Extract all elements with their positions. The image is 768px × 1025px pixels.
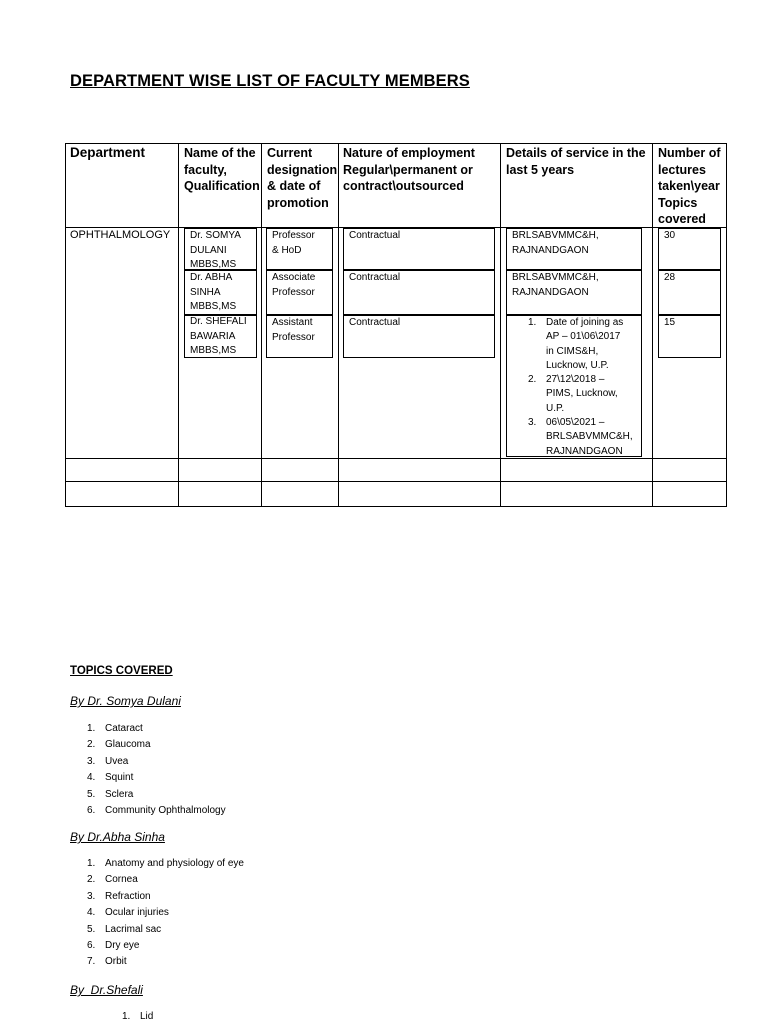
faculty-name: Dr. SOMYA DULANI MBBS,MS xyxy=(190,230,241,270)
department-name: OPHTHALMOLOGY xyxy=(70,229,171,241)
list-item: 3. Refraction xyxy=(87,890,151,902)
faculty-designation: Associate Professor xyxy=(272,272,316,298)
topics-byline: By Dr. Somya Dulani xyxy=(70,694,181,708)
faculty-designation: Assistant Professor xyxy=(272,317,315,343)
list-item: 1. Lid xyxy=(122,1011,154,1022)
header-lectures: Number of lectures taken\year Topics covered xyxy=(658,146,721,226)
header-employment: Nature of employment Regular\permanent or contract\outsourced xyxy=(343,146,475,193)
service-history-list xyxy=(528,316,638,459)
header-designation: Current designation & date of promotion xyxy=(267,146,338,210)
list-item: 4. Ocular injuries xyxy=(87,907,169,919)
service-history-item: 1. Date of joining as AP – 01\06\2017 in CIMS&H, Lucknow, U.P. xyxy=(528,317,624,371)
list-item: 3. Uvea xyxy=(87,755,129,767)
faculty-lectures: 28 xyxy=(664,272,676,283)
list-item: 6. Dry eye xyxy=(87,940,140,952)
topics-list xyxy=(87,856,244,971)
list-item: 5. Lacrimal sac xyxy=(87,923,162,935)
list-item: 2. Cornea xyxy=(87,874,138,886)
faculty-designation: Professor & HoD xyxy=(272,230,315,256)
faculty-name: Dr. SHEFALI BAWARIA MBBS,MS xyxy=(190,316,247,356)
page-title: DEPARTMENT WISE LIST OF FACULTY MEMBERS xyxy=(70,72,470,90)
faculty-lectures: 15 xyxy=(664,317,676,328)
faculty-name: Dr. ABHA SINHA MBBS,MS xyxy=(190,272,237,312)
header-faculty: Name of the faculty, Qualification xyxy=(184,146,260,193)
faculty-service: BRLSABVMMC&H, RAJNANDGAON xyxy=(512,230,599,256)
list-item: 7. Orbit xyxy=(87,956,127,968)
header-department: Department xyxy=(70,145,146,160)
service-history-item: 3. 06\05\2021 – BRLSABVMMC&H, RAJNANDGAON xyxy=(528,417,633,457)
topics-list xyxy=(87,721,226,819)
list-item: 1. Anatomy and physiology of eye xyxy=(87,858,244,869)
faculty-employment: Contractual xyxy=(349,272,401,283)
faculty-service: BRLSABVMMC&H, RAJNANDGAON xyxy=(512,272,599,298)
list-item: 6. Community Ophthalmology xyxy=(87,805,226,817)
faculty-lectures: 30 xyxy=(664,230,676,241)
faculty-employment: Contractual xyxy=(349,317,401,328)
topics-heading: TOPICS COVERED xyxy=(70,665,173,677)
list-item: 1. Cataract xyxy=(87,723,143,734)
header-service: Details of service in the last 5 years xyxy=(506,146,646,177)
list-item: 4. Squint xyxy=(87,772,134,784)
topics-byline: By Dr.Abha Sinha xyxy=(70,830,165,844)
list-item: 2. Glaucoma xyxy=(87,739,151,751)
service-history-item: 2. 27\12\2018 – PIMS, Lucknow, U.P. xyxy=(528,374,618,414)
list-item: 5. Sclera xyxy=(87,788,134,800)
faculty-employment: Contractual xyxy=(349,230,401,241)
topics-list xyxy=(122,1009,153,1025)
topics-byline: By Dr.Shefali xyxy=(70,983,143,997)
